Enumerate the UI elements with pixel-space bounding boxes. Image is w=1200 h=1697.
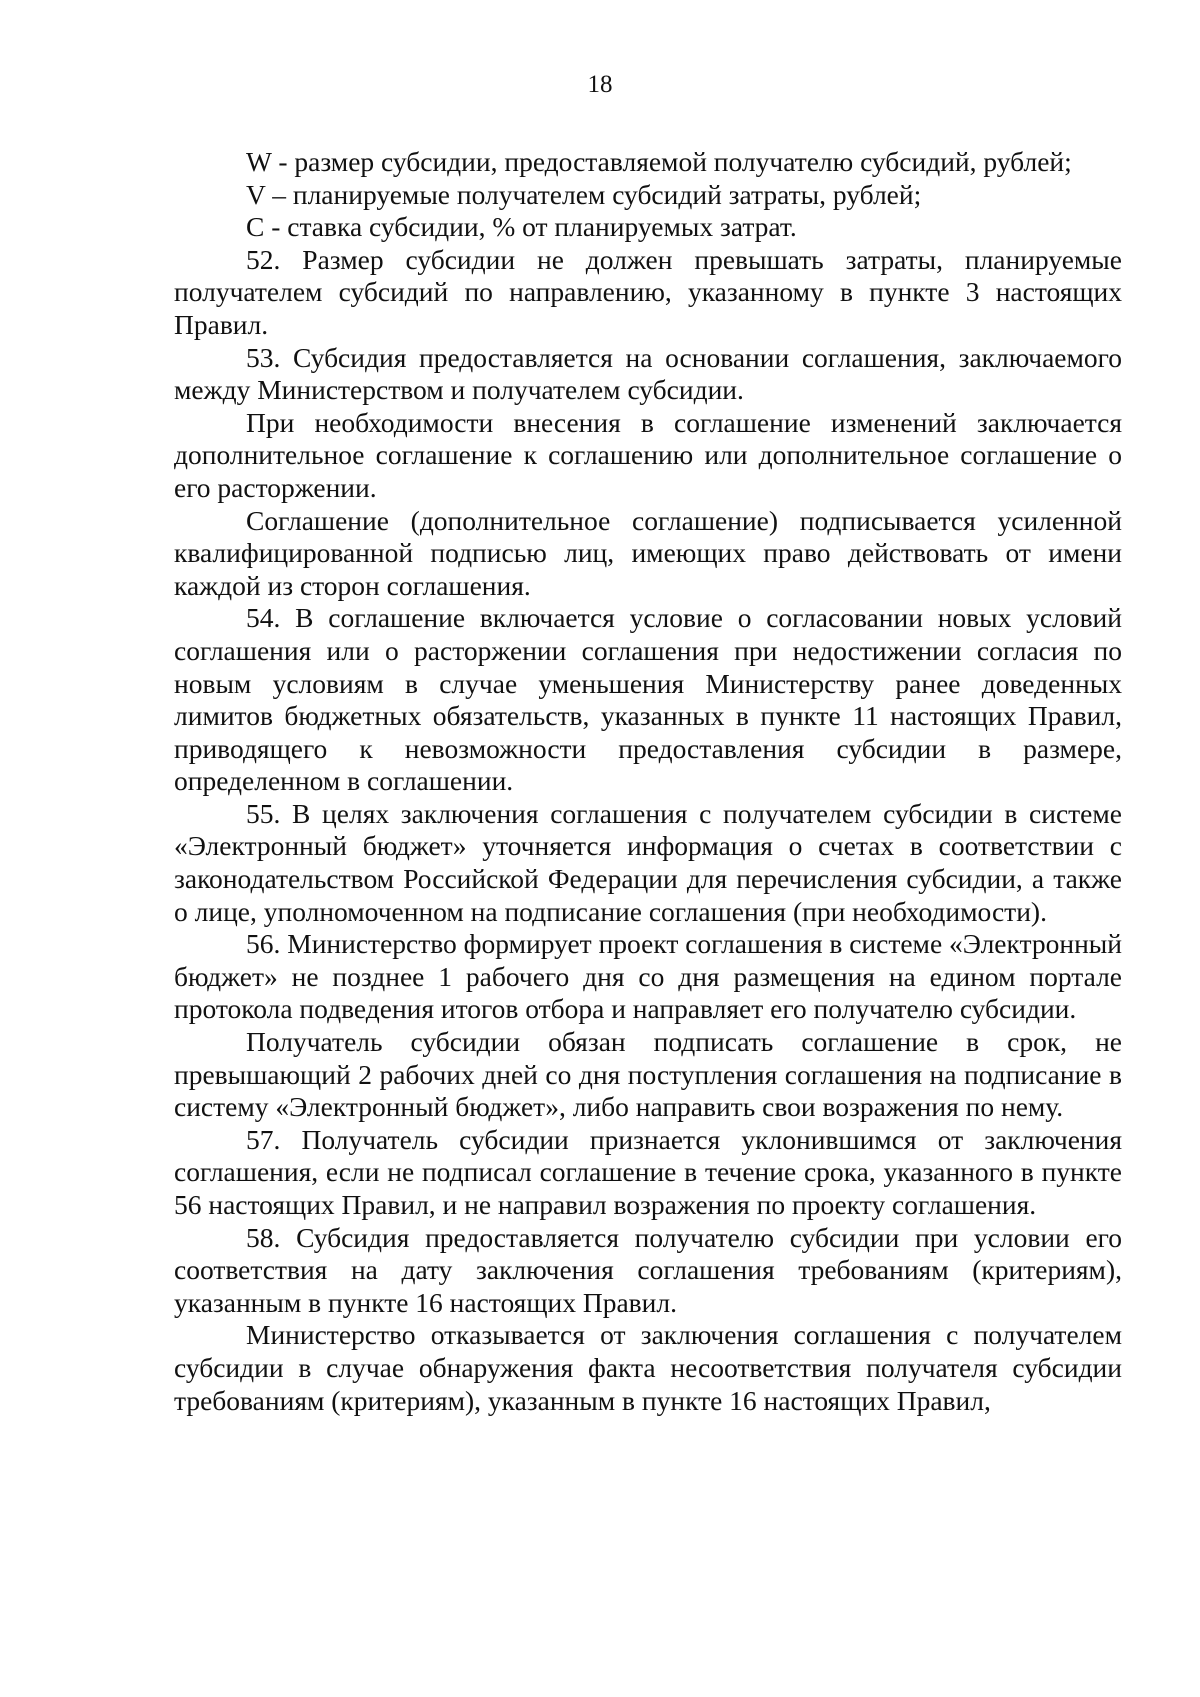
- paragraph-item-54: 54. В соглашение включается условие о согласовании новых условий соглашения или о расторжении соглашения при недостижении согласия по новым условиям в случае уменьшения Министерству ранее доведенных лимитов бюджетных обязательств, указанных в пункте 11 настоящих Правил, приводящего к невозможности предоставления субсидии в размере, определенном в соглашении.: [174, 602, 1122, 797]
- paragraph-item-58: 58. Субсидия предоставляется получателю субсидии при условии его соответствия на дату заключения соглашения требованиям (критериям), указанным в пункте 16 настоящих Правил.: [174, 1221, 1122, 1318]
- paragraph-ministry-refusal: Министерство отказывается от заключения соглашения с получателем субсидии в случае обнаружения факта несоответствия получателя субсидии требованиям (критериям), указанным в пункте 16 настоящих Правил,: [174, 1319, 1122, 1416]
- paragraph-item-55: 55. В целях заключения соглашения с получателем субсидии в системе «Электронный бюджет» уточняется информация о счетах в соответствии с законодательством Российской Федерации для перечисления субсидии, а также о лице, уполномоченном на подписание соглашения (при необходимости).: [174, 797, 1122, 927]
- paragraph-item-57: 57. Получатель субсидии признается уклонившимся от заключения соглашения, если не подписал соглашение в течение срока, указанного в пункте 56 настоящих Правил, и не направил возражения по проекту соглашения.: [174, 1123, 1122, 1220]
- paragraph-item-53: 53. Субсидия предоставляется на основании соглашения, заключаемого между Министерством и получателем субсидии.: [174, 341, 1122, 406]
- document-body: [174, 146, 1122, 1417]
- paragraph-item-56: 56. Министерство формирует проект соглашения в системе «Электронный бюджет» не позднее 1 рабочего дня со дня размещения на едином портале протокола подведения итогов отбора и направляет его получателю субсидии.: [174, 928, 1122, 1025]
- paragraph-item-52: 52. Размер субсидии не должен превышать затраты, планируемые получателем субсидий по направлению, указанному в пункте 3 настоящих Правил.: [174, 243, 1122, 340]
- paragraph-agreement-signature: Соглашение (дополнительное соглашение) подписывается усиленной квалифицированной подписью лиц, имеющих право действовать от имени каждой из сторон соглашения.: [174, 504, 1122, 601]
- paragraph-formula-c: C - ставка субсидии, % от планируемых затрат.: [246, 211, 797, 243]
- paragraph-supplementary-agreement: При необходимости внесения в соглашение изменений заключается дополнительное соглашение к соглашению или дополнительное соглашение о его расторжении.: [174, 406, 1122, 503]
- paragraph-formula-w: W - размер субсидии, предоставляемой получателю субсидий, рублей;: [246, 146, 1072, 177]
- paragraph-recipient-obligation: Получатель субсидии обязан подписать соглашение в срок, не превышающий 2 рабочих дней со дня поступления соглашения на подписание в систему «Электронный бюджет», либо направить свои возражения по нему.: [174, 1026, 1122, 1123]
- paragraph-formula-v: V – планируемые получателем субсидий затраты, рублей;: [246, 178, 922, 210]
- page-number: 18: [587, 71, 613, 98]
